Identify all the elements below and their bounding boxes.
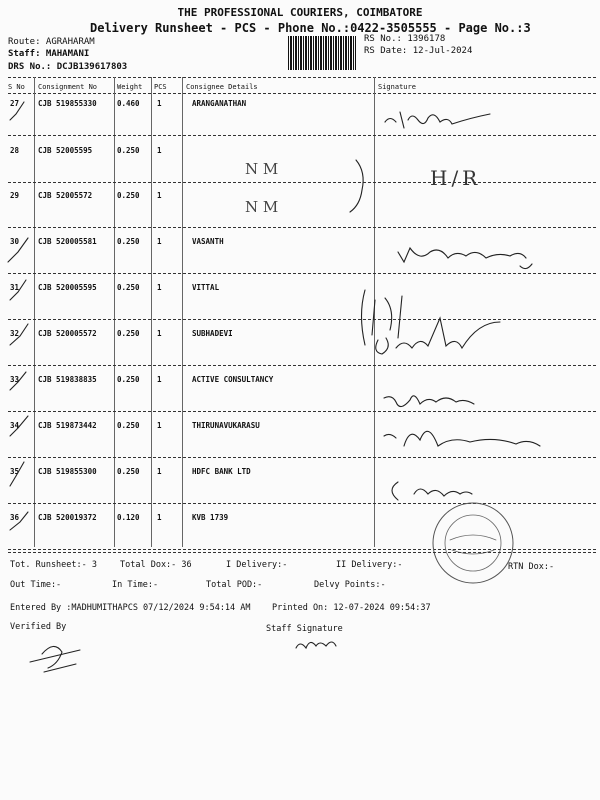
i-delivery: I Delivery:- [226,560,288,570]
row-sno: 27 [10,99,20,108]
ii-delivery: II Delivery:- [336,560,403,570]
handwritten-hr: H/R [430,166,482,190]
row-weight: 0.250 [117,421,140,430]
row-consignee: HDFC BANK LTD [192,467,251,476]
rs-date: RS Date: 12-Jul-2024 [364,46,473,56]
drs-number: DRS No.: DCJB139617803 [8,62,128,72]
row-sno: 31 [10,283,20,292]
staff-signature-icon [296,642,336,648]
row-consignment-no: CJB 520005595 [38,283,97,292]
signature-row27-icon [385,112,490,128]
row-weight: 0.250 [117,283,140,292]
total-pod: Total POD:- [206,580,263,590]
row-sno: 34 [10,421,20,430]
row-weight: 0.250 [117,146,140,155]
row-consignment-no: CJB 519855330 [38,99,97,108]
row-weight: 0.250 [117,237,140,246]
signature-row33-icon [384,396,474,407]
row-consignment-no: CJB 519838835 [38,375,97,384]
row-weight: 0.460 [117,99,140,108]
delvy-points: Delvy Points:- [314,580,386,590]
check-mark-icon [10,512,28,530]
row-weight: 0.250 [117,467,140,476]
row-consignment-no: CJB 520005581 [38,237,97,246]
check-mark-icon [10,416,28,436]
check-mark-icon [10,324,28,345]
in-time: In Time:- [112,580,159,590]
row-sno: 35 [10,467,20,476]
signature-row34-icon [384,431,540,446]
row-pcs: 1 [157,513,162,522]
total-dox: Total Dox:- 36 [120,560,192,570]
signature-row31-icon [362,290,403,345]
row-pcs: 1 [157,99,162,108]
rs-number: RS No.: 1396178 [364,34,446,44]
col-weight: Weight [117,83,143,91]
col-consignment: Consignment No [38,83,98,91]
handwritten-nm-2: N M [245,198,279,216]
check-mark-icon [10,462,24,486]
row-consignee: KVB 1739 [192,513,229,522]
row-sno: 29 [10,191,20,200]
row-consignment-no: CJB 520005572 [38,329,97,338]
row-consignment-no: CJB 519873442 [38,421,97,430]
rtn-dox: RTN Dox:- [508,562,555,572]
col-consignee: Consignee Details [186,83,258,91]
row-pcs: 1 [157,283,162,292]
verified-by-signature-icon [30,646,80,672]
col-sno: S No [8,83,25,91]
bracket-mark-icon [350,160,363,212]
row-consignment-no: CJB 520019372 [38,513,97,522]
check-mark-icon [10,280,26,300]
row-consignee: ACTIVE CONSULTANCY [192,375,274,384]
office-stamp-icon [430,500,516,586]
signature-row32-icon [376,318,500,354]
row-weight: 0.250 [117,191,140,200]
row-sno: 32 [10,329,20,338]
row-consignee: ARANGANATHAN [192,99,247,108]
row-consignee: VASANTH [192,237,224,246]
staff-label: Staff: MAHAMANI [8,49,90,59]
row-sno: 30 [10,237,20,246]
row-consignment-no: CJB 519855300 [38,467,97,476]
row-weight: 0.250 [117,329,140,338]
staff-signature-label: Staff Signature [266,624,343,634]
col-signature: Signature [378,83,416,91]
row-pcs: 1 [157,375,162,384]
row-pcs: 1 [157,467,162,476]
row-sno: 28 [10,146,20,155]
row-sno: 33 [10,375,20,384]
row-pcs: 1 [157,237,162,246]
footer-rule [8,552,596,553]
row-pcs: 1 [157,146,162,155]
row-weight: 0.120 [117,513,140,522]
row-consignment-no: CJB 52005572 [38,191,93,200]
row-consignment-no: CJB 52005595 [38,146,93,155]
runsheet-subtitle: Delivery Runsheet - PCS - Phone No.:0422-3505555 - Page No.:3 [90,21,531,35]
signature-row30-icon [398,248,532,269]
total-runsheet: Tot. Runsheet:- 3 [10,560,97,570]
row-consignee: VITTAL [192,283,220,292]
out-time: Out Time:- [10,580,62,590]
printed-on: Printed On: 12-07-2024 09:54:37 [272,603,431,613]
verified-by: Verified By [10,622,67,632]
row-sno: 36 [10,513,20,522]
row-pcs: 1 [157,421,162,430]
row-consignee: SUBHADEVI [192,329,233,338]
row-pcs: 1 [157,191,162,200]
check-mark-icon [10,102,24,120]
row-pcs: 1 [157,329,162,338]
row-weight: 0.250 [117,375,140,384]
entered-by: Entered By :MADHUMITHAPCS 07/12/2024 9:54:14 AM [10,603,251,613]
check-mark-icon [10,372,26,390]
company-title: THE PROFESSIONAL COURIERS, COIMBATORE [177,6,423,19]
col-pcs: PCS [154,83,167,91]
row-consignee: THIRUNAVUKARASU [192,421,260,430]
signature-row35-icon [392,482,472,500]
handwritten-nm-1: N M [245,160,279,178]
route-label: Route: AGRAHARAM [8,37,95,47]
check-mark-icon [8,238,28,262]
